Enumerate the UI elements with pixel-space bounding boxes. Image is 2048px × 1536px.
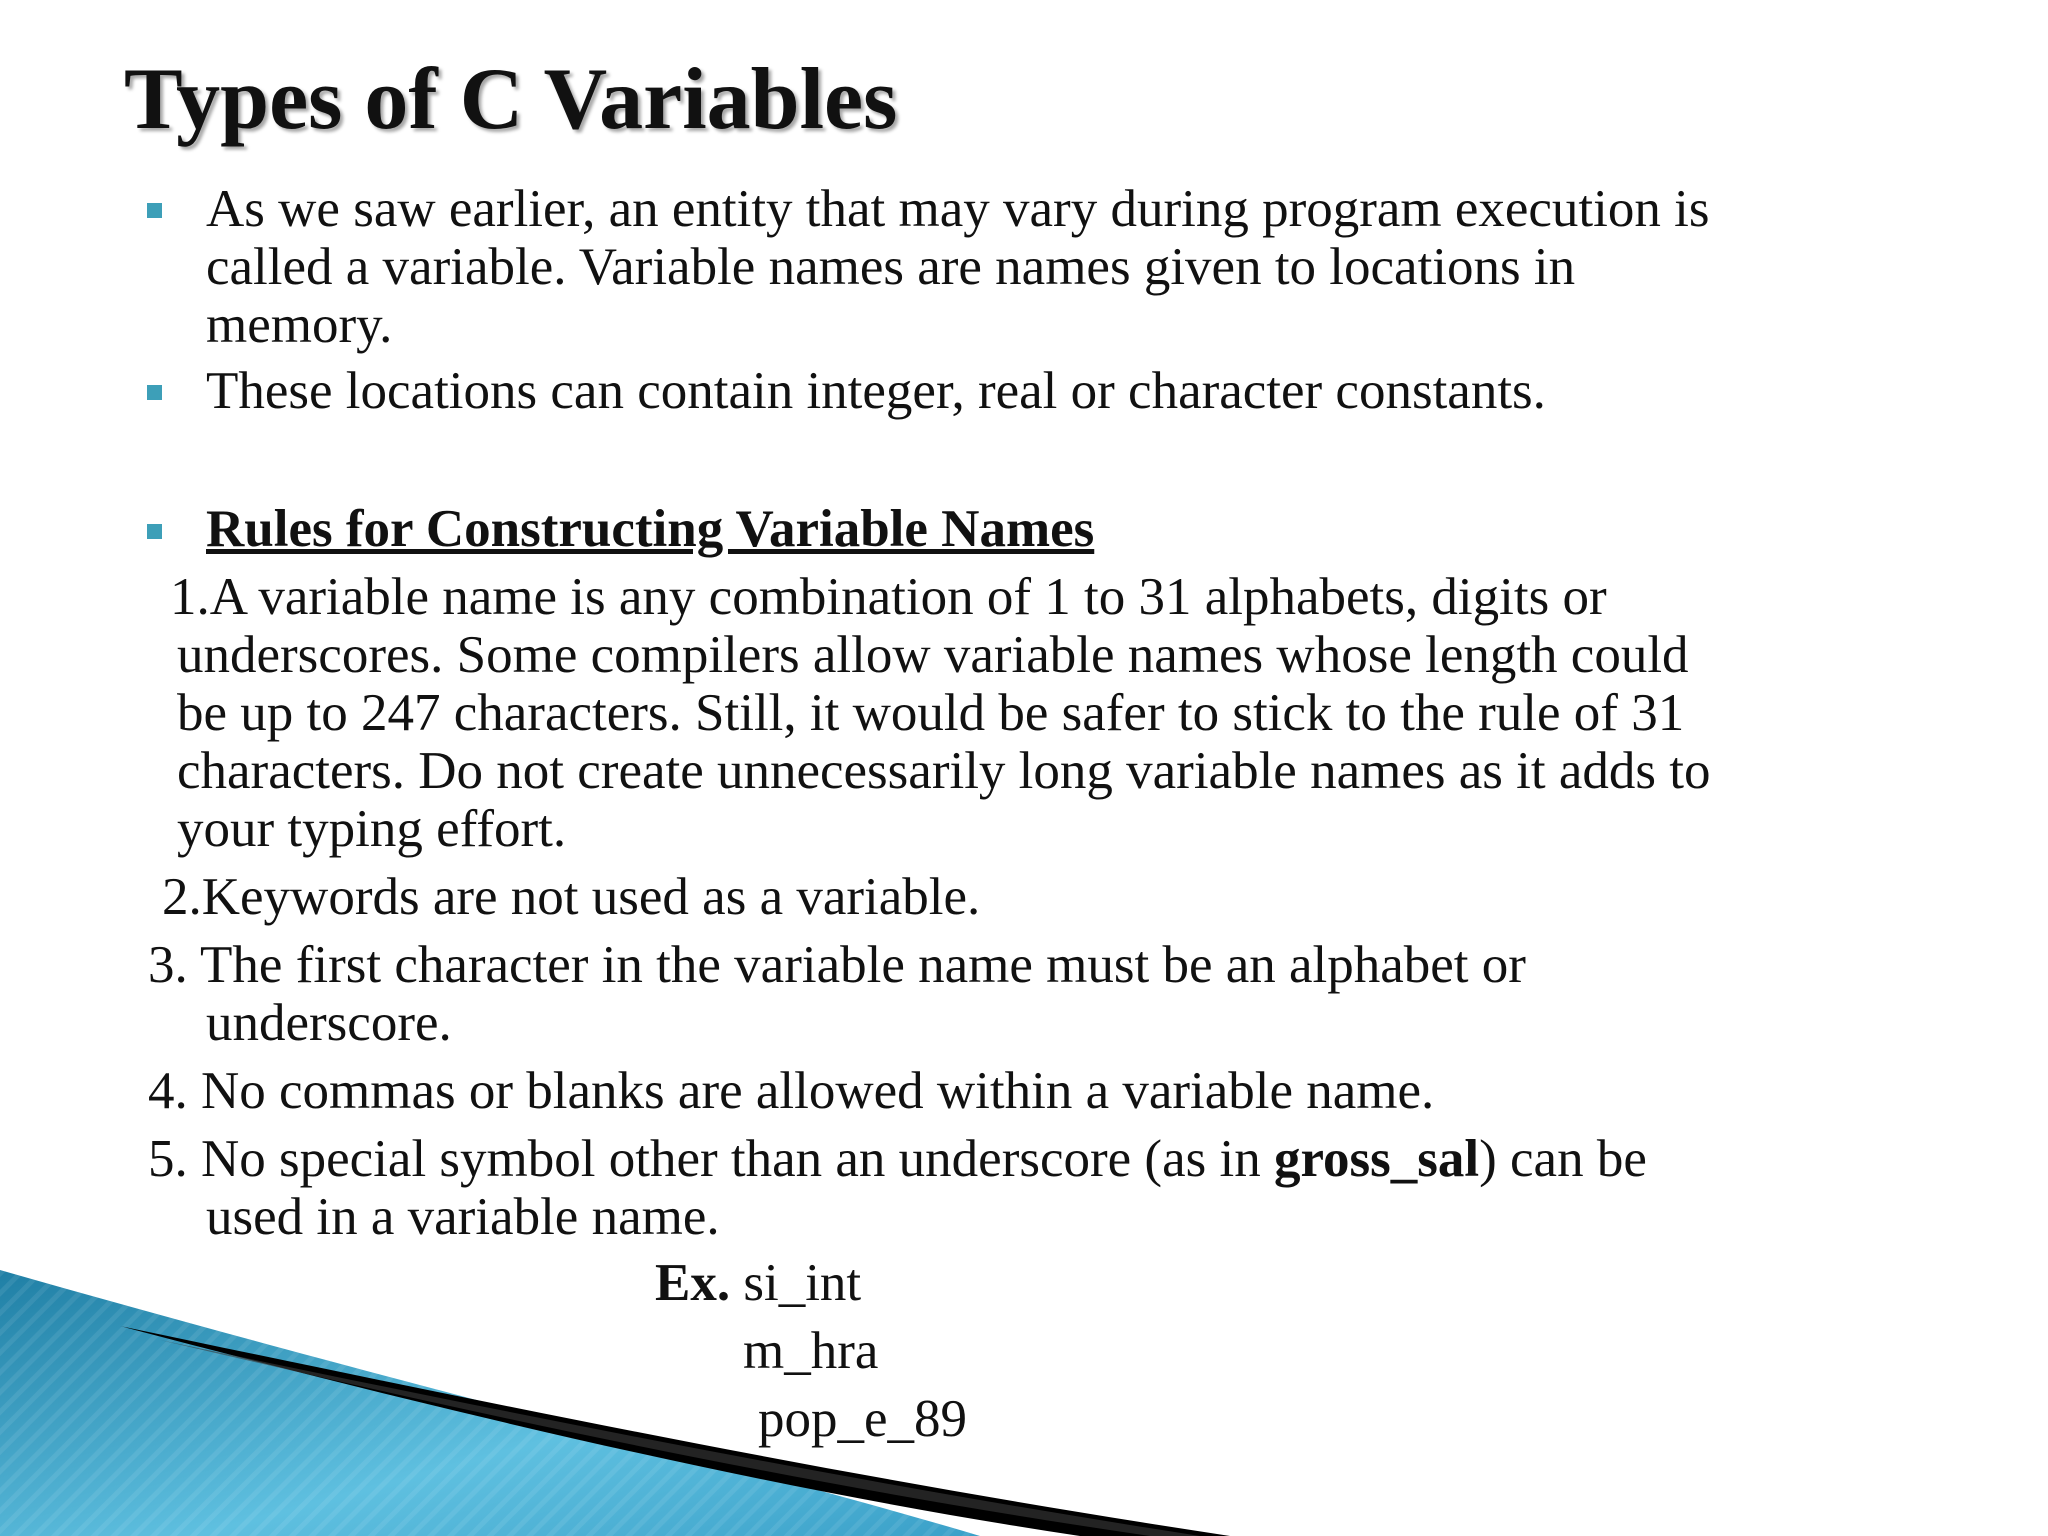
- rule-5-line-2: used in a variable name.: [206, 1188, 720, 1246]
- intro-bullet-2-line-1: These locations can contain integer, real or character constants.: [206, 362, 1546, 420]
- rule-3-line-2: underscore.: [206, 994, 452, 1052]
- rule-1-line-2: underscores. Some compilers allow variable names whose length could: [177, 626, 1689, 684]
- rule-5-line-1: [148, 1130, 1647, 1188]
- rules-heading: Rules for Constructing Variable Names: [206, 500, 1095, 558]
- example-item: si_int: [743, 1254, 862, 1312]
- rule-4-line-1: 4. No commas or blanks are allowed within a variable name.: [148, 1062, 1435, 1120]
- bullet-marker: [147, 524, 162, 539]
- rule-5-bold-example: gross_sal: [1273, 1130, 1480, 1188]
- example-label: Ex.: [655, 1254, 731, 1312]
- rule-2-line-1: 2.Keywords are not used as a variable.: [162, 868, 981, 926]
- slide-title: Types of C Variables: [124, 51, 898, 148]
- rule-5-text-after: ) can be: [1479, 1130, 1647, 1188]
- rule-3-line-1: 3. The first character in the variable name must be an alphabet or: [148, 936, 1526, 994]
- rule-1-line-5: your typing effort.: [177, 800, 567, 858]
- example-item: pop_e_89: [758, 1390, 968, 1448]
- rule-1-line-3: be up to 247 characters. Still, it would be safer to stick to the rule of 31: [177, 684, 1685, 742]
- rule-1-line-1: 1.A variable name is any combination of 1 to 31 alphabets, digits or: [170, 568, 1607, 626]
- corner-decoration: [0, 1270, 1300, 1536]
- intro-bullet-1-line-1: As we saw earlier, an entity that may vary during program execution is: [206, 180, 1710, 238]
- bullet-marker: [147, 203, 162, 218]
- rule-5-text-before: 5. No special symbol other than an underscore (as in: [148, 1130, 1274, 1188]
- bullet-marker: [147, 385, 162, 400]
- intro-bullet-1-line-3: memory.: [206, 296, 393, 354]
- rule-1-line-4: characters. Do not create unnecessarily long variable names as it adds to: [177, 742, 1711, 800]
- example-item: m_hra: [743, 1322, 879, 1380]
- intro-bullet-1-line-2: called a variable. Variable names are names given to locations in: [206, 238, 1576, 296]
